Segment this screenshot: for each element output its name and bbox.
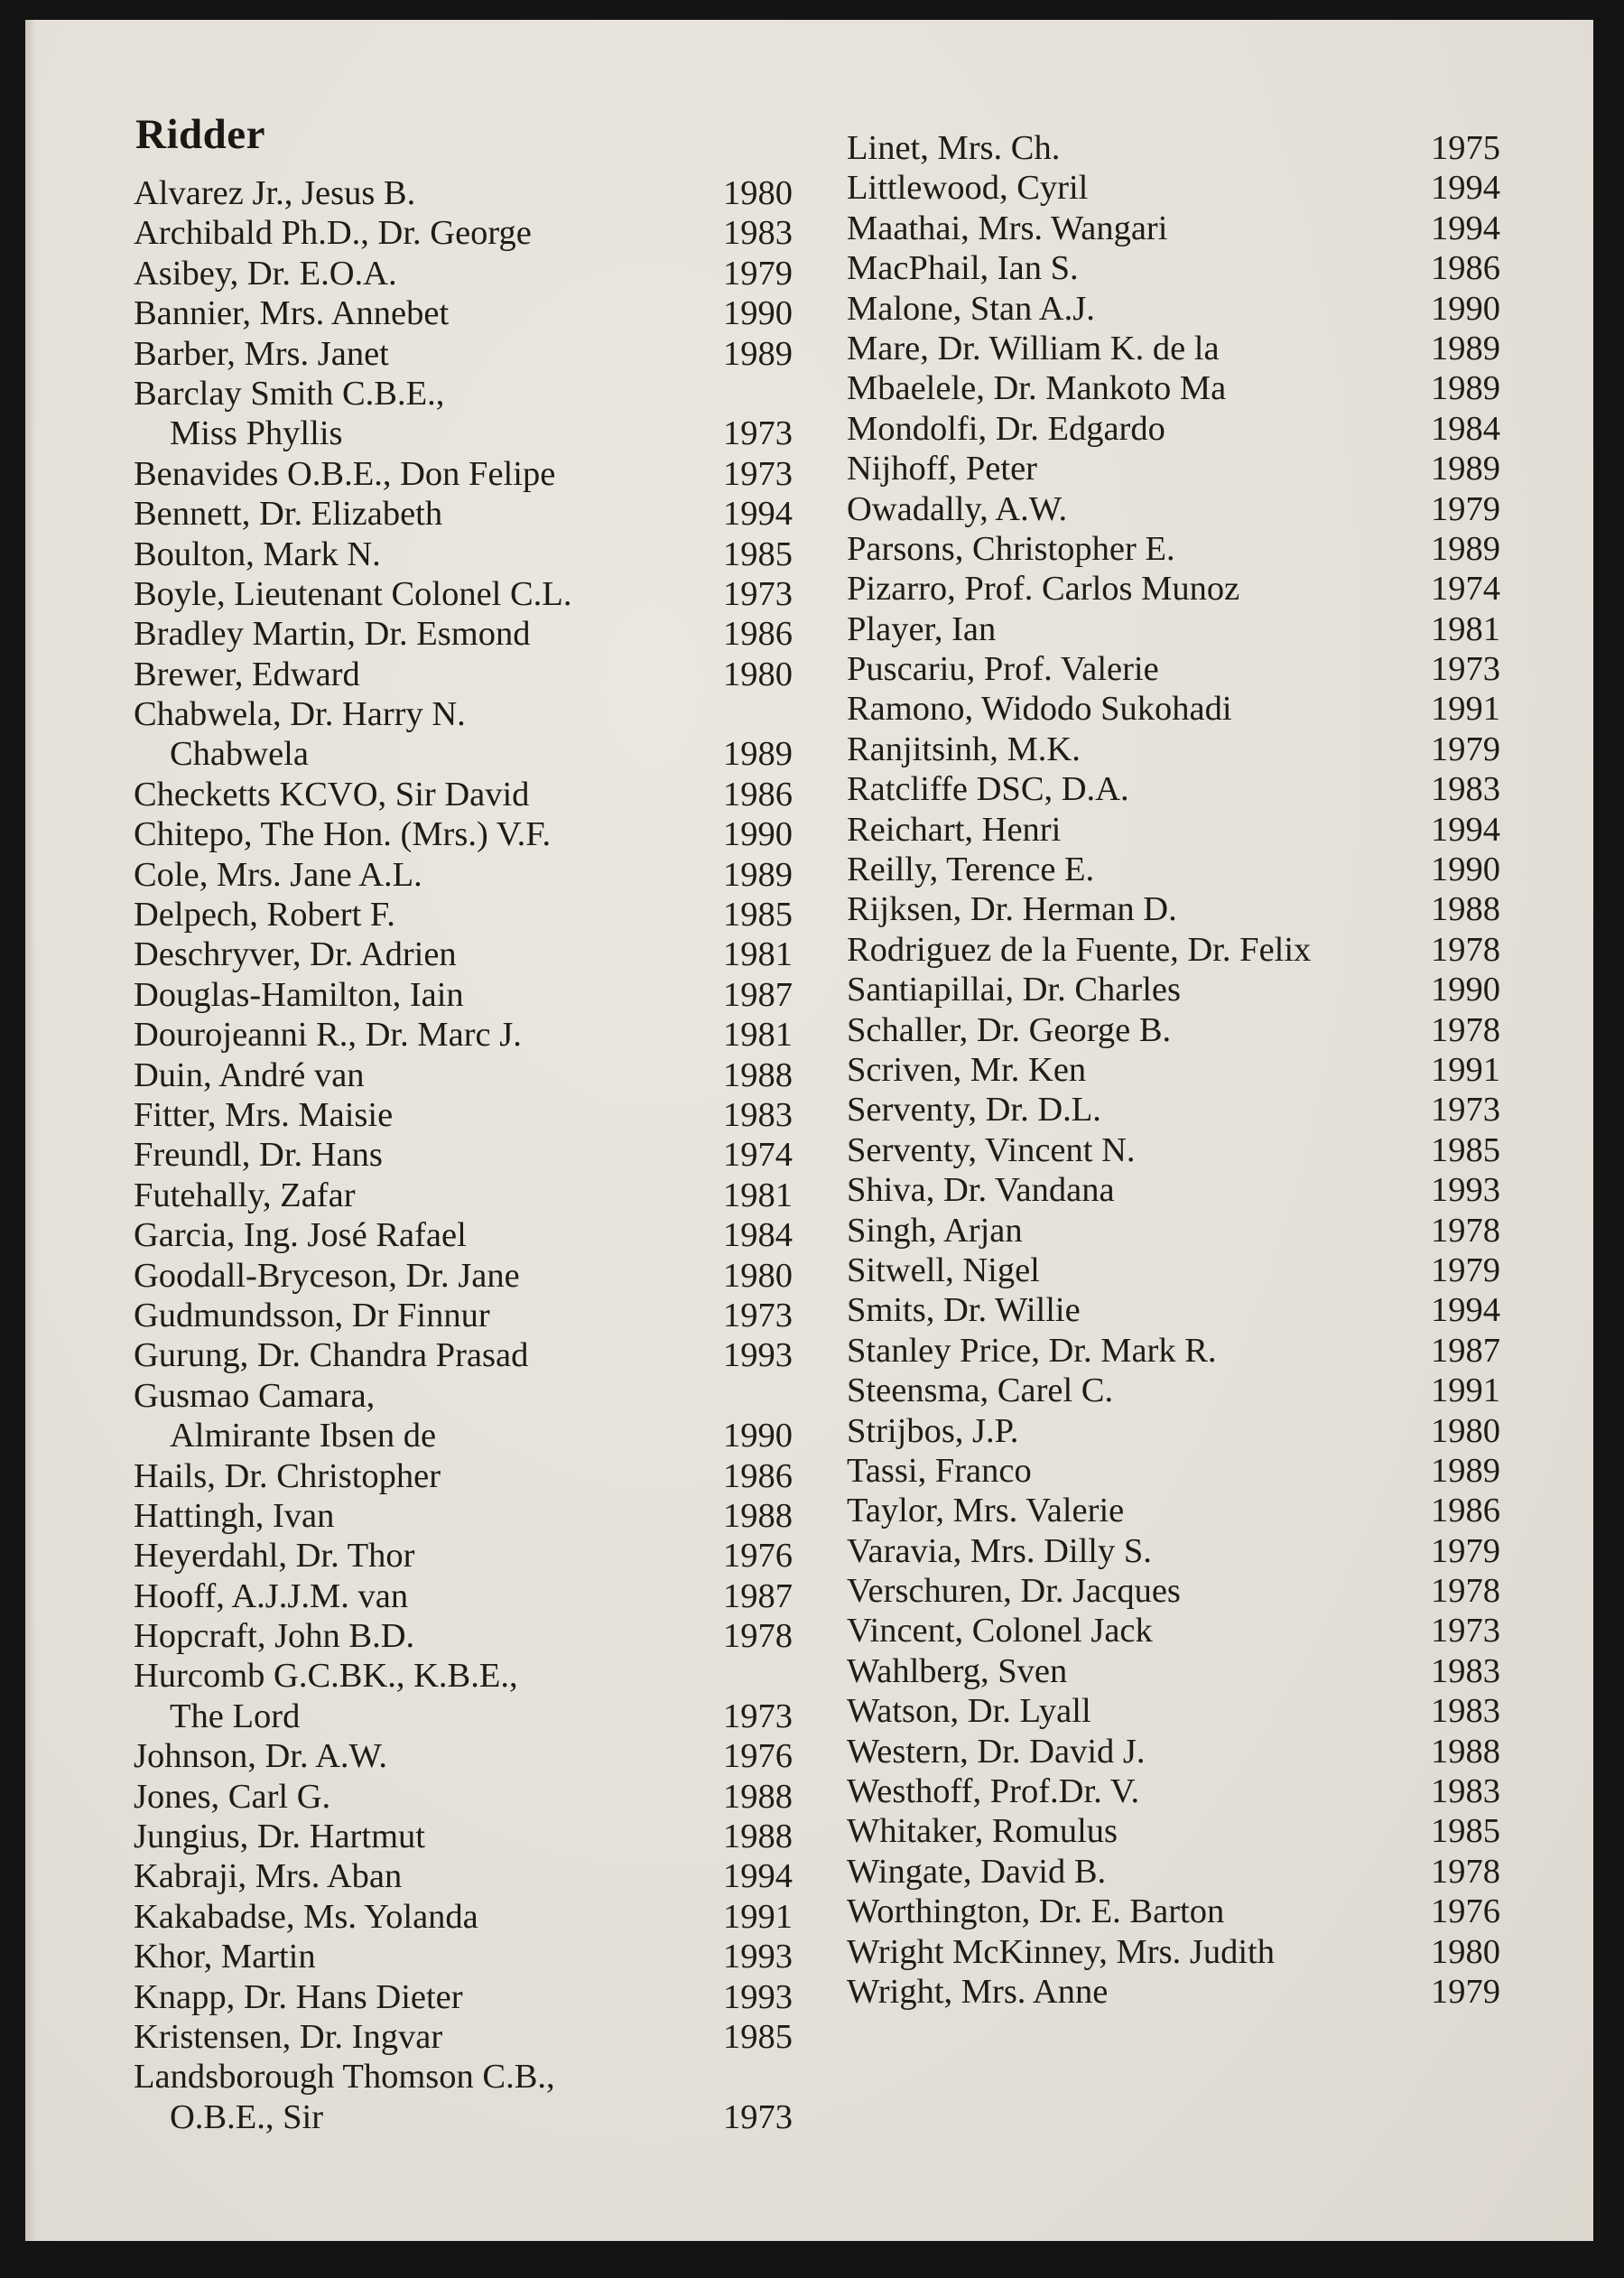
entry-year: 1973 xyxy=(723,1296,793,1334)
entry-year: 1990 xyxy=(723,1417,793,1455)
entry-name: Douglas-Hamilton, Iain xyxy=(134,975,464,1014)
entry-year: 1979 xyxy=(1431,1531,1500,1570)
entry-name: Barber, Mrs. Janet xyxy=(134,334,389,373)
list-item xyxy=(847,1090,1500,1130)
entry-name: Johnson, Dr. A.W. xyxy=(134,1737,387,1776)
entry-name: Wahlberg, Sven xyxy=(847,1651,1068,1690)
entry-year: 1973 xyxy=(723,574,793,613)
entry-name: Sitwell, Nigel xyxy=(847,1251,1040,1289)
entry-name: Scriven, Mr. Ken xyxy=(847,1050,1087,1089)
entry-year: 1983 xyxy=(1431,1651,1500,1690)
entry-name: The Lord xyxy=(170,1697,301,1735)
entry-year: 1994 xyxy=(1431,810,1500,849)
list-item xyxy=(847,930,1500,970)
entry-name: Smits, Dr. Willie xyxy=(847,1291,1081,1330)
entry-name: Khor, Martin xyxy=(134,1938,316,1976)
page-binding-shadow xyxy=(25,20,36,2241)
entry-name: Chabwela, Dr. Harry N. xyxy=(134,695,466,734)
entry-year: 1987 xyxy=(723,975,793,1014)
entry-year: 1973 xyxy=(723,1697,793,1735)
entry-year: 1973 xyxy=(1431,1091,1500,1130)
entry-year: 1985 xyxy=(723,896,793,934)
entry-name: Worthington, Dr. E. Barton xyxy=(847,1892,1225,1931)
list-item xyxy=(134,1736,793,1776)
entry-year: 1993 xyxy=(723,1336,793,1375)
list-item xyxy=(134,1897,793,1937)
list-item xyxy=(134,975,793,1015)
entry-name: Rijksen, Dr. Herman D. xyxy=(847,890,1177,929)
list-item xyxy=(847,1050,1500,1090)
entry-name: Whitaker, Romulus xyxy=(847,1812,1118,1851)
list-item xyxy=(847,850,1500,889)
list-item xyxy=(847,248,1500,288)
list-item xyxy=(847,1371,1500,1410)
entry-year: 1979 xyxy=(1431,730,1500,768)
entry-name: Mondolfi, Dr. Edgardo xyxy=(847,409,1165,448)
entry-name: Linet, Mrs. Ch. xyxy=(847,129,1061,167)
entry-year: 1980 xyxy=(723,1256,793,1295)
entry-year: 1981 xyxy=(1431,609,1500,648)
entry-year: 1978 xyxy=(1431,1010,1500,1049)
entry-year: 1981 xyxy=(723,1176,793,1214)
list-item xyxy=(847,1852,1500,1892)
list-item xyxy=(134,1616,793,1656)
entry-name: Bradley Martin, Dr. Esmond xyxy=(134,615,531,654)
list-item xyxy=(847,209,1500,248)
list-item xyxy=(134,293,793,333)
entry-name: Hattingh, Ivan xyxy=(134,1496,335,1535)
list-item xyxy=(134,1335,793,1375)
list-item xyxy=(134,934,793,974)
entry-name: Duin, André van xyxy=(134,1055,365,1094)
list-item xyxy=(847,1611,1500,1650)
entry-name: Bennett, Dr. Elizabeth xyxy=(134,495,443,534)
entry-name: Vincent, Colonel Jack xyxy=(847,1612,1153,1650)
entry-name: Fitter, Mrs. Maisie xyxy=(134,1095,394,1134)
entry-name: Freundl, Dr. Hans xyxy=(134,1136,383,1175)
entry-name: Mare, Dr. William K. de la xyxy=(847,329,1220,367)
entry-name: Watson, Dr. Lyall xyxy=(847,1692,1091,1731)
list-item xyxy=(134,1015,793,1055)
entry-year: 1987 xyxy=(723,1576,793,1615)
list-item xyxy=(847,1771,1500,1811)
entry-year: 1978 xyxy=(1431,1852,1500,1891)
entry-year: 1978 xyxy=(723,1617,793,1656)
list-item xyxy=(847,1130,1500,1170)
list-item xyxy=(847,1010,1500,1050)
entry-year: 1973 xyxy=(723,414,793,453)
entry-name: Benavides O.B.E., Don Felipe xyxy=(134,454,556,493)
list-item xyxy=(134,2057,793,2097)
entry-year: 1980 xyxy=(1431,1411,1500,1450)
entry-year: 1988 xyxy=(1431,890,1500,929)
list-item xyxy=(134,1817,793,1856)
entry-year: 1978 xyxy=(1431,1572,1500,1611)
entry-year: 1984 xyxy=(1431,409,1500,448)
entry-year: 1990 xyxy=(723,815,793,854)
entry-year: 1993 xyxy=(1431,1171,1500,1210)
list-item xyxy=(847,1811,1500,1851)
list-item xyxy=(847,1491,1500,1530)
entry-year: 1979 xyxy=(1431,489,1500,528)
list-item xyxy=(134,1256,793,1296)
entry-year: 1979 xyxy=(723,254,793,293)
list-item xyxy=(847,1732,1500,1771)
entry-name: Hails, Dr. Christopher xyxy=(134,1456,441,1495)
list-item xyxy=(134,535,793,574)
entry-name: Stanley Price, Dr. Mark R. xyxy=(847,1331,1217,1370)
entry-name: Jungius, Dr. Hartmut xyxy=(134,1818,425,1856)
entry-year: 1988 xyxy=(723,1055,793,1094)
entry-year: 1981 xyxy=(723,935,793,974)
entry-year: 1987 xyxy=(1431,1331,1500,1370)
entry-year: 1986 xyxy=(1431,1492,1500,1530)
entry-year: 1974 xyxy=(1431,570,1500,609)
entry-name: Kabraji, Mrs. Aban xyxy=(134,1857,403,1896)
entry-name: Western, Dr. David J. xyxy=(847,1732,1146,1771)
list-item xyxy=(134,454,793,494)
list-item xyxy=(847,569,1500,609)
entry-year: 1978 xyxy=(1431,930,1500,969)
list-item xyxy=(134,1856,793,1896)
entry-year: 1975 xyxy=(1431,129,1500,167)
entry-name: Hopcraft, John B.D. xyxy=(134,1617,415,1656)
list-item xyxy=(134,574,793,614)
entry-name: Verschuren, Dr. Jacques xyxy=(847,1572,1181,1611)
entry-year: 1989 xyxy=(1431,1451,1500,1490)
entry-year: 1976 xyxy=(1431,1892,1500,1931)
entry-name: Serventy, Vincent N. xyxy=(847,1130,1136,1169)
list-item xyxy=(134,2097,793,2137)
entry-name: Shiva, Dr. Vandana xyxy=(847,1171,1115,1210)
entry-name: Delpech, Robert F. xyxy=(134,896,395,934)
list-item xyxy=(134,655,793,694)
entry-name: Maathai, Mrs. Wangari xyxy=(847,209,1168,247)
entry-name: Owadally, A.W. xyxy=(847,489,1068,528)
list-item xyxy=(134,1576,793,1616)
list-item xyxy=(847,409,1500,449)
entry-name: Futehally, Zafar xyxy=(134,1176,356,1214)
list-item xyxy=(847,128,1500,168)
entry-year: 1994 xyxy=(1431,169,1500,208)
entry-name: Westhoff, Prof.Dr. V. xyxy=(847,1772,1140,1811)
list-item xyxy=(134,1095,793,1135)
entry-name: Wright, Mrs. Anne xyxy=(847,1972,1109,2011)
list-item xyxy=(134,1496,793,1536)
list-item xyxy=(134,254,793,293)
entry-year: 1991 xyxy=(1431,1371,1500,1410)
list-item xyxy=(847,529,1500,569)
entry-name: Ranjitsinh, M.K. xyxy=(847,730,1081,768)
list-item xyxy=(847,1531,1500,1571)
list-item xyxy=(847,810,1500,850)
list-item xyxy=(134,494,793,534)
entry-name: Asibey, Dr. E.O.A. xyxy=(134,254,397,293)
list-item xyxy=(134,1055,793,1095)
entry-year: 1983 xyxy=(723,214,793,253)
entry-year: 1980 xyxy=(1431,1932,1500,1971)
entry-name: Singh, Arjan xyxy=(847,1211,1023,1250)
entry-year: 1989 xyxy=(723,334,793,373)
list-item xyxy=(847,609,1500,649)
entry-year: 1985 xyxy=(723,2017,793,2056)
entry-year: 1994 xyxy=(1431,209,1500,247)
list-item xyxy=(847,1892,1500,1931)
entry-name: Chabwela xyxy=(170,735,309,774)
entry-year: 1973 xyxy=(1431,650,1500,689)
entry-year: 1979 xyxy=(1431,1251,1500,1289)
entry-year: 1978 xyxy=(1431,1211,1500,1250)
entry-year: 1981 xyxy=(723,1016,793,1055)
list-item xyxy=(847,1972,1500,2012)
entry-year: 1991 xyxy=(1431,1050,1500,1089)
entry-year: 1983 xyxy=(1431,770,1500,809)
list-item xyxy=(134,1977,793,2017)
entry-year: 1985 xyxy=(1431,1812,1500,1851)
entry-name: Reilly, Terence E. xyxy=(847,851,1095,889)
list-item xyxy=(134,334,793,374)
list-item xyxy=(134,775,793,814)
entry-year: 1980 xyxy=(723,655,793,693)
entry-year: 1988 xyxy=(723,1777,793,1816)
list-item xyxy=(134,1135,793,1175)
list-item xyxy=(134,895,793,934)
list-item xyxy=(847,1451,1500,1491)
entry-name: Boyle, Lieutenant Colonel C.L. xyxy=(134,574,572,613)
list-item xyxy=(134,694,793,734)
entry-name: Chitepo, The Hon. (Mrs.) V.F. xyxy=(134,815,552,854)
list-item xyxy=(847,769,1500,809)
entry-year: 1993 xyxy=(723,1938,793,1976)
entry-year: 1974 xyxy=(723,1136,793,1175)
entry-name: O.B.E., Sir xyxy=(170,2097,324,2136)
entry-year: 1983 xyxy=(1431,1692,1500,1731)
entry-year: 1990 xyxy=(723,294,793,333)
list-item xyxy=(847,1651,1500,1691)
list-item xyxy=(847,1691,1500,1731)
entry-name: Kakabadse, Ms. Yolanda xyxy=(134,1897,478,1936)
entry-name: Malone, Stan A.J. xyxy=(847,289,1095,328)
entry-year: 1976 xyxy=(723,1737,793,1776)
entry-year: 1985 xyxy=(723,535,793,573)
list-item xyxy=(134,414,793,453)
entry-name: Dourojeanni R., Dr. Marc J. xyxy=(134,1016,522,1055)
list-item xyxy=(134,814,793,854)
list-item xyxy=(134,213,793,253)
entry-year: 1984 xyxy=(723,1216,793,1255)
entry-name: Mbaelele, Dr. Mankoto Ma xyxy=(847,369,1227,408)
entry-name: Garcia, Ing. José Rafael xyxy=(134,1216,467,1255)
list-item xyxy=(847,1932,1500,1972)
list-item xyxy=(134,173,793,213)
entry-name: Wright McKinney, Mrs. Judith xyxy=(847,1932,1275,1971)
entry-name: Barclay Smith C.B.E., xyxy=(134,374,445,413)
entry-year: 1994 xyxy=(723,1857,793,1896)
list-item xyxy=(847,329,1500,368)
entry-year: 1973 xyxy=(1431,1612,1500,1650)
list-item xyxy=(847,1170,1500,1210)
entry-name: Bannier, Mrs. Annebet xyxy=(134,294,450,333)
entry-year: 1994 xyxy=(1431,1291,1500,1330)
entry-year: 1990 xyxy=(1431,971,1500,1009)
entry-name: Gurung, Dr. Chandra Prasad xyxy=(134,1336,529,1375)
list-item xyxy=(134,1456,793,1496)
list-item xyxy=(847,1290,1500,1330)
list-item xyxy=(134,1416,793,1455)
section-title: Ridder xyxy=(135,111,265,158)
entry-name: Serventy, Dr. D.L. xyxy=(847,1091,1101,1130)
list-item xyxy=(134,2017,793,2057)
entry-name: Jones, Carl G. xyxy=(134,1777,331,1816)
right-column-list xyxy=(847,128,1500,2012)
entry-year: 1985 xyxy=(1431,1130,1500,1169)
list-item xyxy=(134,1536,793,1576)
list-item xyxy=(134,855,793,895)
entry-name: Heyerdahl, Dr. Thor xyxy=(134,1537,415,1576)
entry-name: Pizarro, Prof. Carlos Munoz xyxy=(847,570,1240,609)
entry-name: Taylor, Mrs. Valerie xyxy=(847,1492,1125,1530)
list-item xyxy=(134,614,793,654)
list-item xyxy=(134,1296,793,1335)
entry-name: Gusmao Camara, xyxy=(134,1376,376,1415)
entry-year: 1986 xyxy=(723,615,793,654)
list-item xyxy=(134,1376,793,1416)
entry-name: Nijhoff, Peter xyxy=(847,450,1037,488)
entry-year: 1990 xyxy=(1431,289,1500,328)
entry-name: Littlewood, Cyril xyxy=(847,169,1089,208)
entry-name: Rodriguez de la Fuente, Dr. Felix xyxy=(847,930,1312,969)
list-item xyxy=(847,889,1500,929)
entry-name: Tassi, Franco xyxy=(847,1451,1032,1490)
entry-name: Gudmundsson, Dr Finnur xyxy=(134,1296,490,1334)
entry-year: 1988 xyxy=(723,1496,793,1535)
list-item xyxy=(134,1697,793,1736)
entry-name: Archibald Ph.D., Dr. George xyxy=(134,214,532,253)
entry-year: 1993 xyxy=(723,1977,793,2016)
list-item xyxy=(134,1656,793,1696)
entry-name: Strijbos, J.P. xyxy=(847,1411,1019,1450)
entry-year: 1979 xyxy=(1431,1972,1500,2011)
entry-year: 1989 xyxy=(723,735,793,774)
list-item xyxy=(847,1411,1500,1451)
entry-year: 1994 xyxy=(723,495,793,534)
entry-year: 1989 xyxy=(1431,329,1500,367)
list-item xyxy=(847,1331,1500,1371)
entry-name: Ratcliffe DSC, D.A. xyxy=(847,770,1129,809)
list-item xyxy=(847,970,1500,1009)
list-item xyxy=(847,489,1500,529)
entry-name: Parsons, Christopher E. xyxy=(847,529,1175,568)
list-item xyxy=(847,730,1500,769)
entry-year: 1988 xyxy=(723,1818,793,1856)
entry-name: Hooff, A.J.J.M. van xyxy=(134,1576,409,1615)
entry-year: 1973 xyxy=(723,2097,793,2136)
entry-year: 1989 xyxy=(1431,450,1500,488)
entry-year: 1986 xyxy=(1431,249,1500,288)
list-item xyxy=(847,1251,1500,1290)
entry-name: Goodall-Bryceson, Dr. Jane xyxy=(134,1256,520,1295)
entry-name: Hurcomb G.C.BK., K.B.E., xyxy=(134,1657,518,1696)
entry-name: Landsborough Thomson C.B., xyxy=(134,2058,555,2097)
list-item xyxy=(847,168,1500,208)
entry-name: Varavia, Mrs. Dilly S. xyxy=(847,1531,1152,1570)
entry-year: 1990 xyxy=(1431,851,1500,889)
entry-name: Knapp, Dr. Hans Dieter xyxy=(134,1977,463,2016)
entry-name: Schaller, Dr. George B. xyxy=(847,1010,1172,1049)
list-item xyxy=(847,1211,1500,1251)
entry-name: Alvarez Jr., Jesus B. xyxy=(134,174,416,212)
list-item xyxy=(847,649,1500,689)
entry-year: 1986 xyxy=(723,775,793,814)
list-item xyxy=(134,1215,793,1255)
list-item xyxy=(847,289,1500,329)
entry-name: MacPhail, Ian S. xyxy=(847,249,1079,288)
entry-year: 1989 xyxy=(1431,369,1500,408)
entry-name: Puscariu, Prof. Valerie xyxy=(847,650,1159,689)
list-item xyxy=(134,1937,793,1976)
entry-year: 1986 xyxy=(723,1456,793,1495)
list-item xyxy=(847,1571,1500,1611)
entry-year: 1980 xyxy=(723,174,793,212)
list-item xyxy=(847,449,1500,488)
entry-name: Boulton, Mark N. xyxy=(134,535,381,573)
entry-year: 1988 xyxy=(1431,1732,1500,1771)
list-item xyxy=(847,689,1500,729)
entry-year: 1973 xyxy=(723,454,793,493)
entry-name: Checketts KCVO, Sir David xyxy=(134,775,530,814)
entry-year: 1976 xyxy=(723,1537,793,1576)
entry-year: 1983 xyxy=(723,1095,793,1134)
list-item xyxy=(847,368,1500,408)
entry-name: Miss Phyllis xyxy=(170,414,343,453)
entry-year: 1989 xyxy=(1431,529,1500,568)
list-item xyxy=(134,1176,793,1215)
list-item xyxy=(134,734,793,774)
entry-name: Player, Ian xyxy=(847,609,997,648)
entry-name: Deschryver, Dr. Adrien xyxy=(134,935,457,974)
entry-name: Kristensen, Dr. Ingvar xyxy=(134,2017,443,2056)
list-item xyxy=(134,1777,793,1817)
entry-name: Almirante Ibsen de xyxy=(170,1417,437,1455)
entry-name: Cole, Mrs. Jane A.L. xyxy=(134,855,422,894)
entry-year: 1983 xyxy=(1431,1772,1500,1811)
left-column-list xyxy=(134,173,793,2137)
entry-name: Steensma, Carel C. xyxy=(847,1371,1114,1410)
entry-name: Ramono, Widodo Sukohadi xyxy=(847,690,1232,729)
entry-year: 1989 xyxy=(723,855,793,894)
entry-name: Santiapillai, Dr. Charles xyxy=(847,971,1181,1009)
entry-name: Brewer, Edward xyxy=(134,655,360,693)
entry-name: Reichart, Henri xyxy=(847,810,1062,849)
entry-year: 1991 xyxy=(723,1897,793,1936)
list-item xyxy=(134,374,793,414)
entry-name: Wingate, David B. xyxy=(847,1852,1107,1891)
entry-year: 1991 xyxy=(1431,690,1500,729)
